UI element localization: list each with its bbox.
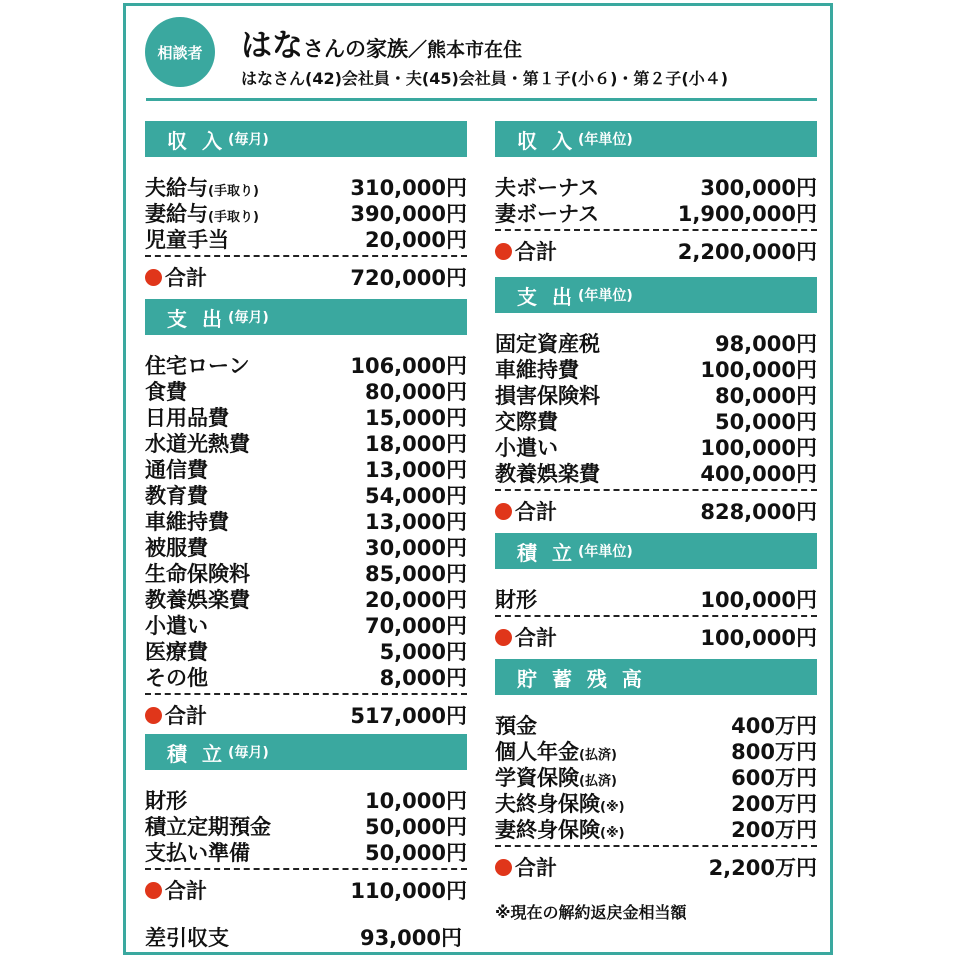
section-header: 貯 蓄 残 高 bbox=[495, 659, 817, 695]
list-item: 車維持費 100,000円 bbox=[495, 358, 817, 382]
bullet-dot-icon bbox=[495, 503, 512, 520]
list-item: 教養娯楽費 400,000円 bbox=[495, 462, 817, 486]
list-item: 医療費 5,000円 bbox=[145, 640, 467, 664]
family-title bbox=[241, 20, 522, 65]
balance-label: 差引収支 bbox=[145, 926, 229, 950]
list-item: 財形 100,000円 bbox=[495, 588, 817, 612]
list-item: 支払い準備 50,000円 bbox=[145, 841, 467, 865]
list-item: 水道光熱費 18,000円 bbox=[145, 432, 467, 456]
income-monthly-section bbox=[145, 121, 467, 288]
total-row: 合計 110,000円 bbox=[145, 875, 467, 901]
expense-yearly-section bbox=[495, 277, 817, 522]
section-header: 支 出 (年単位) bbox=[495, 277, 817, 313]
title-divider bbox=[146, 98, 817, 101]
bullet-dot-icon bbox=[495, 243, 512, 260]
list-item: 妻終身保険(※) 200万円 bbox=[495, 818, 817, 842]
consultant-badge: 相談者 bbox=[145, 17, 215, 87]
income-yearly-section bbox=[495, 121, 817, 262]
dashed-divider bbox=[495, 845, 817, 847]
list-item: 日用品費 15,000円 bbox=[145, 406, 467, 430]
section-header: 積 立 (年単位) bbox=[495, 533, 817, 569]
list-item: 固定資産税 98,000円 bbox=[495, 332, 817, 356]
list-item: 小遣い 100,000円 bbox=[495, 436, 817, 460]
list-item: 教育費 54,000円 bbox=[145, 484, 467, 508]
total-row: 合計 2,200,000円 bbox=[495, 236, 817, 262]
dashed-divider bbox=[495, 229, 817, 231]
list-item: 夫給与(手取り) 310,000円 bbox=[145, 176, 467, 200]
list-item: 預金 400万円 bbox=[495, 714, 817, 738]
list-item: 車維持費 13,000円 bbox=[145, 510, 467, 534]
list-item: 妻ボーナス 1,900,000円 bbox=[495, 202, 817, 226]
list-item: 交際費 50,000円 bbox=[495, 410, 817, 434]
balance-value: 93,000円 bbox=[359, 926, 462, 950]
dashed-divider bbox=[145, 693, 467, 695]
section-header: 支 出 (毎月) bbox=[145, 299, 467, 335]
total-row: 合計 2,200万円 bbox=[495, 852, 817, 878]
total-row: 合計 828,000円 bbox=[495, 496, 817, 522]
total-row: 合計 100,000円 bbox=[495, 622, 817, 648]
list-item: 教養娯楽費 20,000円 bbox=[145, 588, 467, 612]
list-item: 児童手当 20,000円 bbox=[145, 228, 467, 252]
family-location: ／熊本市在住 bbox=[408, 39, 523, 61]
balance-row bbox=[145, 922, 462, 948]
dashed-divider bbox=[145, 255, 467, 257]
family-name-suffix: さんの家族 bbox=[303, 37, 408, 61]
family-members: はなさん(42)会社員・夫(45)会社員・第１子(小６)・第２子(小４) bbox=[241, 69, 729, 88]
footnote: ※現在の解約返戻金相当額 bbox=[495, 903, 687, 922]
savings-monthly-section bbox=[145, 734, 467, 901]
list-item: 小遣い 70,000円 bbox=[145, 614, 467, 638]
list-item: 妻給与(手取り) 390,000円 bbox=[145, 202, 467, 226]
list-item: 財形 10,000円 bbox=[145, 789, 467, 813]
family-name: はな bbox=[241, 28, 303, 64]
list-item: 学資保険(払済) 600万円 bbox=[495, 766, 817, 790]
list-item: 住宅ローン 106,000円 bbox=[145, 354, 467, 378]
total-row: 合計 517,000円 bbox=[145, 700, 467, 726]
list-item: 被服費 30,000円 bbox=[145, 536, 467, 560]
dashed-divider bbox=[145, 868, 467, 870]
list-item: 夫ボーナス 300,000円 bbox=[495, 176, 817, 200]
dashed-divider bbox=[495, 489, 817, 491]
section-header: 積 立 (毎月) bbox=[145, 734, 467, 770]
list-item: 積立定期預金 50,000円 bbox=[145, 815, 467, 839]
list-item: 生命保険料 85,000円 bbox=[145, 562, 467, 586]
assets-section bbox=[495, 659, 817, 923]
savings-yearly-section bbox=[495, 533, 817, 648]
section-header: 収 入 (年単位) bbox=[495, 121, 817, 157]
list-item: 夫終身保険(※) 200万円 bbox=[495, 792, 817, 816]
bullet-dot-icon bbox=[145, 707, 162, 724]
list-item: 個人年金(払済) 800万円 bbox=[495, 740, 817, 764]
list-item: 通信費 13,000円 bbox=[145, 458, 467, 482]
dashed-divider bbox=[495, 615, 817, 617]
list-item: その他 8,000円 bbox=[145, 666, 467, 690]
expense-monthly-section bbox=[145, 299, 467, 726]
list-item: 損害保険料 80,000円 bbox=[495, 384, 817, 408]
list-item: 食費 80,000円 bbox=[145, 380, 467, 404]
total-row: 合計 720,000円 bbox=[145, 262, 467, 288]
bullet-dot-icon bbox=[145, 882, 162, 899]
bullet-dot-icon bbox=[495, 859, 512, 876]
bullet-dot-icon bbox=[145, 269, 162, 286]
section-header: 収 入 (毎月) bbox=[145, 121, 467, 157]
bullet-dot-icon bbox=[495, 629, 512, 646]
